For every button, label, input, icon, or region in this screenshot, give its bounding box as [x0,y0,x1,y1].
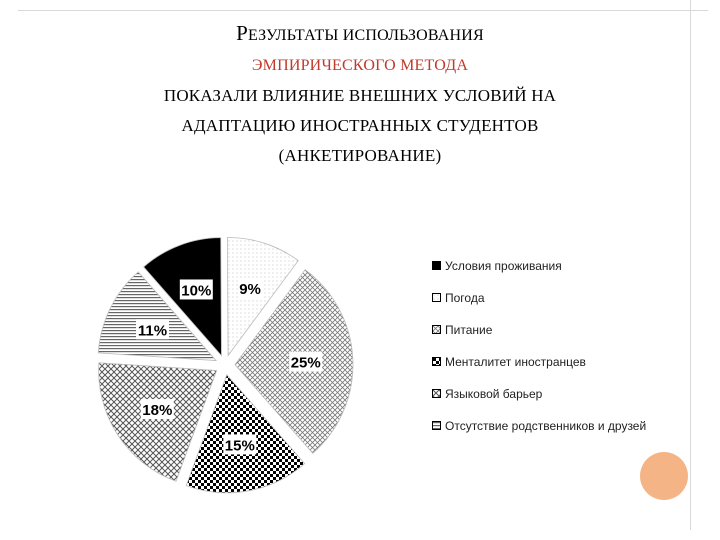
legend-label: Менталитет иностранцев [445,355,586,369]
legend-swatch [432,325,441,334]
legend-swatch [432,293,441,302]
pie-data-label: 11% [137,322,168,340]
legend-label: Отсутствие родственников и друзей [445,419,647,433]
legend-label: Питание [445,323,493,337]
legend-swatch [432,261,441,270]
title-line-3: ПОКАЗАЛИ ВЛИЯНИЕ ВНЕШНИХ УСЛОВИЙ НА [163,86,557,105]
title-line-2: ЭМПИРИЧЕСКОГО МЕТОДА [251,57,469,74]
title-line-5: (АНКЕТИРОВАНИЕ) [278,146,442,165]
legend-swatch [432,421,441,430]
legend-label: Условия проживания [445,259,562,273]
legend-swatch [432,357,441,366]
legend-label: Погода [445,291,485,305]
pie-data-label: 25% [290,354,321,372]
title-line-4: АДАПТАЦИЮ ИНОСТРАННЫХ СТУДЕНТОВ [181,116,539,135]
pie-data-label: 15% [224,437,255,455]
title-initial-cap: Р [236,21,248,45]
title-line-1-text: ЕЗУЛЬТАТЫ ИСПОЛЬЗОВАНИЯ [247,27,484,44]
pie-data-label: 9% [239,281,261,299]
decorative-circle [640,452,688,500]
pie-data-label: 18% [142,402,173,420]
pie-data-label: 10% [181,282,212,300]
legend-label: Языковой барьер [445,387,543,401]
legend-swatch [432,389,441,398]
